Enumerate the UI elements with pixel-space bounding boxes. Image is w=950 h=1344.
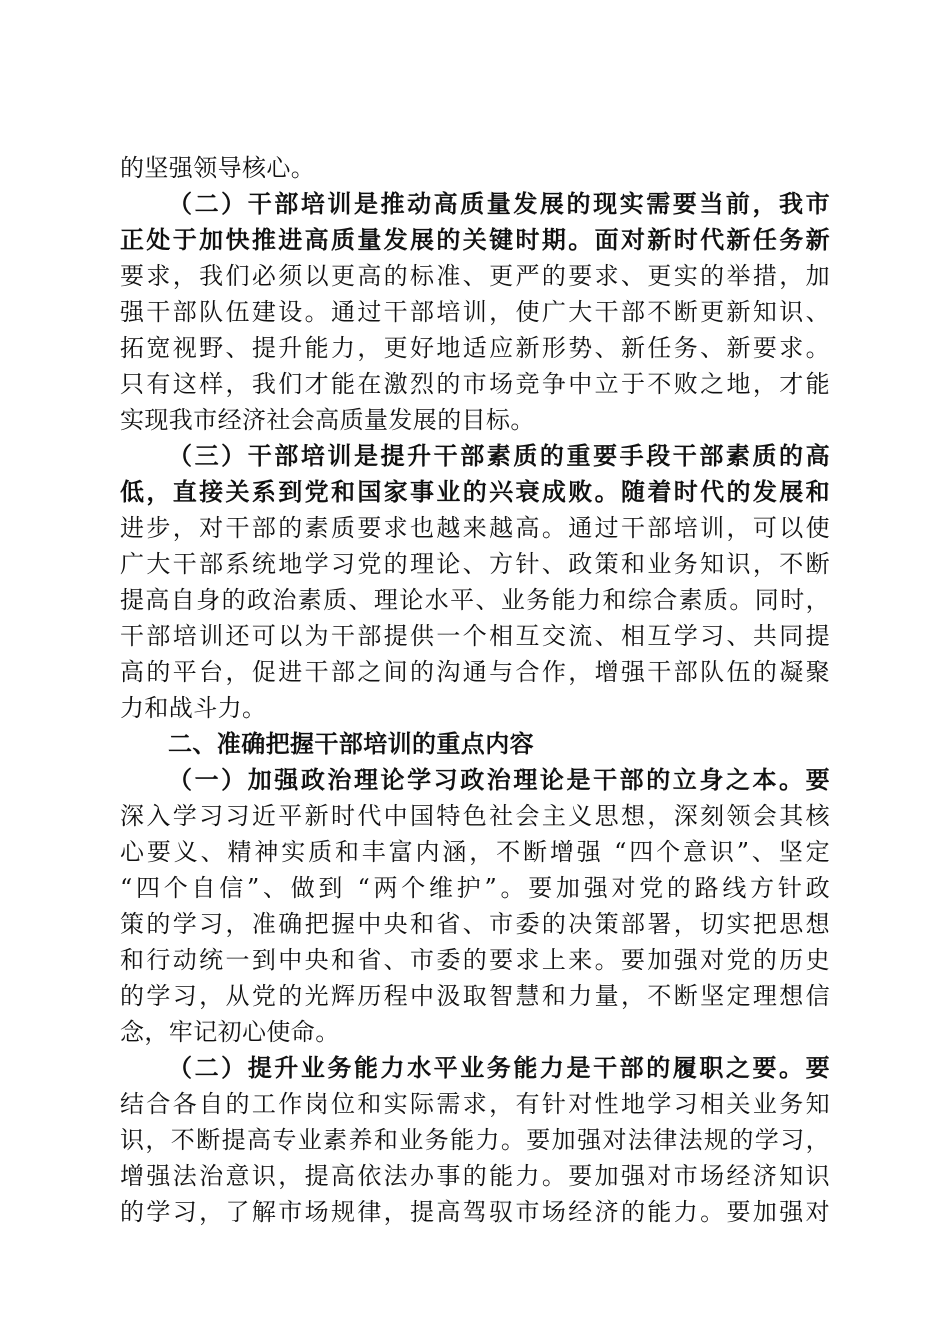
text-line: 深入学习习近平新时代中国特色社会主义思想，深刻领会其核 (120, 802, 830, 830)
paragraph-heading-line: （二）干部培训是推动高质量发展的现实需要当前，我市 (168, 189, 830, 218)
text-line: 强干部队伍建设。通过干部培训，使广大干部不断更新知识、 (120, 298, 830, 326)
text-line: 的坚强领导核心。 (120, 154, 316, 182)
text-line: 实现我市经济社会高质量发展的目标。 (120, 406, 535, 434)
text-line: 识，不断提高专业素养和业务能力。要加强对法律法规的学习， (120, 1126, 830, 1154)
text-line: 的学习，了解市场规律，提高驾驭市场经济的能力。要加强对 (120, 1198, 830, 1226)
text-line: 力和战斗力。 (120, 694, 267, 722)
text-line: 要求，我们必须以更高的标准、更严的要求、更实的举措，加 (120, 262, 830, 290)
text-line: 结合各自的工作岗位和实际需求，有针对性地学习相关业务知 (120, 1090, 830, 1118)
text-line: 高的平台，促进干部之间的沟通与合作，增强干部队伍的凝聚 (120, 658, 830, 686)
text-line: “四个自信”、做到 “两个维护”。要加强对党的路线方针政 (120, 874, 830, 902)
text-line: 广大干部系统地学习党的理论、方针、政策和业务知识，不断 (120, 550, 830, 578)
text-line: 提高自身的政治素质、理论水平、业务能力和综合素质。同时， (120, 586, 830, 614)
text-line: 只有这样，我们才能在激烈的市场竞争中立于不败之地，才能 (120, 370, 830, 398)
text-line: 策的学习，准确把握中央和省、市委的决策部署，切实把思想 (120, 910, 830, 938)
document-body (120, 150, 830, 1230)
text-line: 低，直接关系到党和国家事业的兴衰成败。随着时代的发展和 (120, 477, 830, 506)
section-heading: 二、准确把握干部培训的重点内容 (168, 730, 534, 758)
text-line: 拓宽视野、提升能力，更好地适应新形势、新任务、新要求。 (120, 334, 830, 362)
text-line: 和行动统一到中央和省、市委的要求上来。要加强对党的历史 (120, 946, 830, 974)
text-line: 干部培训还可以为干部提供一个相互交流、相互学习、共同提 (120, 622, 830, 650)
text-line: 增强法治意识，提高依法办事的能力。要加强对市场经济知识 (120, 1162, 830, 1190)
text-line: 念，牢记初心使命。 (120, 1018, 340, 1046)
text-line: 进步，对干部的素质要求也越来越高。通过干部培训，可以使 (120, 514, 830, 542)
paragraph-heading-line: （一）加强政治理论学习政治理论是干部的立身之本。要 (168, 765, 830, 794)
paragraph-heading-line: （三）干部培训是提升干部素质的重要手段干部素质的高 (168, 441, 830, 470)
text-line: 的学习，从党的光辉历程中汲取智慧和力量，不断坚定理想信 (120, 982, 830, 1010)
text-line: 心要义、精神实质和丰富内涵，不断增强 “四个意识”、坚定 (120, 838, 830, 866)
paragraph-heading-line: （二）提升业务能力水平业务能力是干部的履职之要。要 (168, 1053, 830, 1082)
text-line: 正处于加快推进高质量发展的关键时期。面对新时代新任务新 (120, 225, 830, 254)
